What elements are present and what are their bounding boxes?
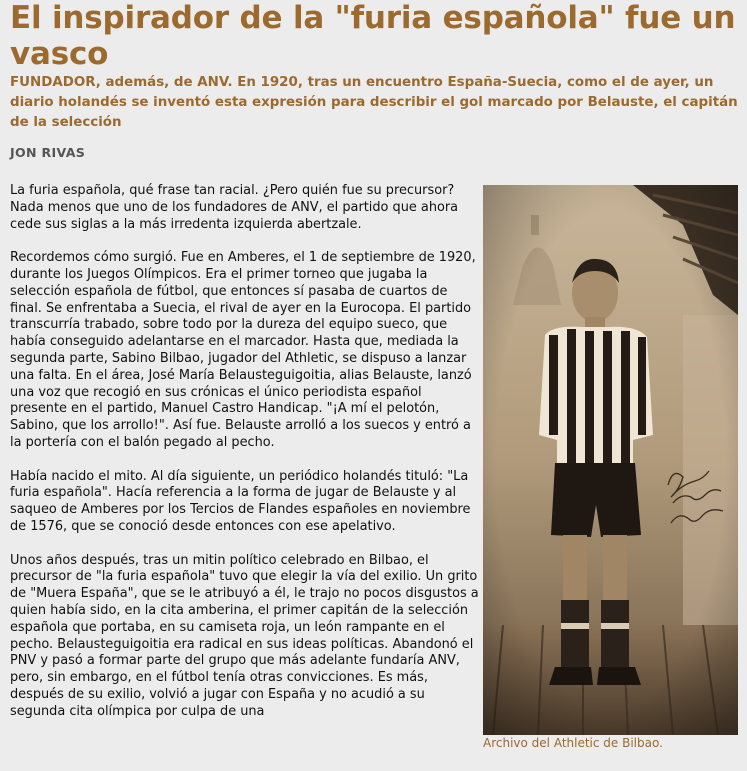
article-paragraph: Había nacido el mito. Al día siguiente, un periódico holandés tituló: "La furia española". Hacía referencia a la forma de jugar de Belauste y al saqueo de Amberes por los Tercios de Flandes españoles en noviembre de 1576, que se conoció desde entonces con ese apelativo. [10,468,471,534]
article-headline: El inspirador de la "furia española" fue un vasco [10,0,736,72]
article-subhead: FUNDADOR, además, de ANV. En 1920, tras un encuentro España-Suecia, como el de ayer, un diario holandés se inventó esta expresión para describir el gol marcado por Belauste, el capitán de la selección [10,75,738,130]
article-byline: JON RIVAS [10,145,86,160]
article-paragraph: La furia española, qué frase tan racial. ¿Pero quién fue su precursor? Nada menos que uno de los fundadores de ANV, el partido que ahora cede sus siglas a la más irredenta izquierda abertzale. [10,183,459,232]
footballer-photo [483,185,738,735]
article-paragraph: Recordemos cómo surgió. Fue en Amberes, el 1 de septiembre de 1920, durante los Juegos Olímpicos. Era el primer torneo que jugaba la selección española de fútbol, que entonces sí pasaba de cuartos de final. Se enfrentaba a Suecia, el rival de ayer en la Eurocopa. El partido transcurría trabado, sobre todo por la dureza del equipo sueco, que había conseguido adelantarse en el marcador. Hasta que, mediada la segunda parte, Sabino Bilbao, jugador del Athletic, se dispuso a lanzar una falta. En el área, José María Belausteguigoitia, alias Belauste, lanzó una voz que recogió en sus crónicas el único periodista español presente en el partido, Manuel Castro Handicap. "¡A mí el pelotón, Sabino, que los arrollo!". Así fue. Belauste arrolló a los suecos y entró a la portería con el balón pegado al pecho. [10,250,476,450]
photo-caption: Archivo del Athletic de Bilbao. [483,736,663,750]
article-paragraph: Unos años después, tras un mitin político celebrado en Bilbao, el precursor de "la furia española" tuvo que elegir la vía del exilio. Un grito de "Muera España", que se le atribuyó a él, le trajo no pocos disgustos a quien había sido, en la cita amberina, el primer capitán de la selección española que portaba, en su camiseta roja, un león rampante en el pecho. Belausteguigoitia era radical en sus ideas políticas. Abandonó el PNV y pasó a formar parte del grupo que más adelante fundaría ANV, pero, sin embargo, en el fútbol tenía otras convicciones. Es más, después de su exilio, volvió a jugar con España y no acudió a su segunda cita olímpica por culpa de una [10,552,479,719]
article-body [10,183,480,737]
article-photo [483,185,738,735]
